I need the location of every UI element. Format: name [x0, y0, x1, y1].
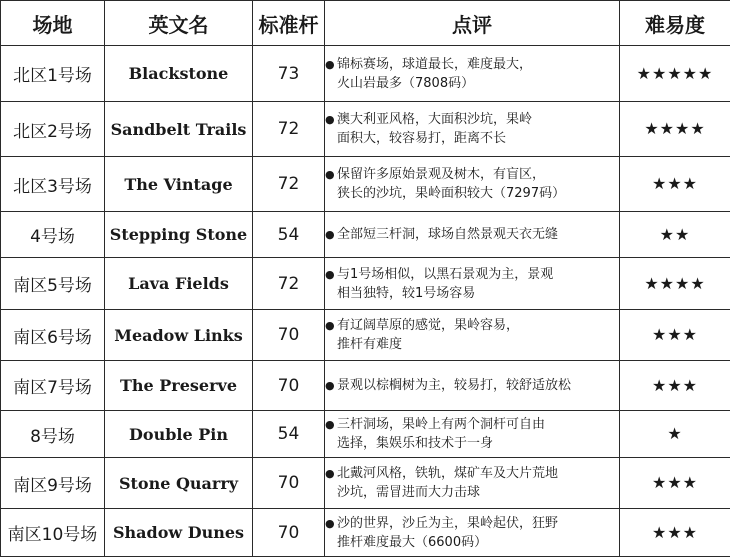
header-par: 标准杆 — [253, 1, 325, 46]
header-venue: 场地 — [1, 1, 105, 46]
review-item — [325, 376, 619, 395]
review-line: 保留许多原始景观及树木，有盲区， — [337, 165, 565, 184]
bullet-icon: ● — [325, 165, 337, 203]
bullet-icon: ● — [325, 110, 337, 148]
par-cell: 54 — [253, 411, 325, 458]
review-item — [325, 415, 619, 453]
review-line: 澳大利亚风格，大面积沙坑，果岭 — [337, 110, 532, 129]
bullet-icon: ● — [325, 514, 337, 552]
review-item — [325, 225, 619, 244]
difficulty-stars-icon: ★★★ — [620, 361, 730, 411]
par-cell: 70 — [253, 361, 325, 411]
english-name-cell: The Vintage — [105, 157, 253, 212]
review-text — [337, 165, 565, 203]
review-line: 相当独特，较1号场容易 — [337, 284, 553, 303]
review-cell — [325, 458, 620, 509]
table-row — [1, 212, 730, 258]
review-text — [337, 514, 558, 552]
review-line: 锦标赛场，球道最长，难度最大， — [337, 55, 532, 74]
par-cell: 54 — [253, 212, 325, 258]
review-cell — [325, 46, 620, 102]
header-review: 点评 — [325, 1, 620, 46]
par-cell: 72 — [253, 258, 325, 310]
review-cell — [325, 509, 620, 557]
difficulty-stars-icon: ★★★★ — [620, 102, 730, 157]
table-header — [1, 1, 730, 46]
english-name-cell: Blackstone — [105, 46, 253, 102]
venue-cell: 南区7号场 — [1, 361, 105, 411]
english-name-cell: Stone Quarry — [105, 458, 253, 509]
venue-cell: 南区9号场 — [1, 458, 105, 509]
english-name-cell: Shadow Dunes — [105, 509, 253, 557]
venue-cell: 8号场 — [1, 411, 105, 458]
difficulty-stars-icon: ★★★ — [620, 310, 730, 361]
bullet-icon: ● — [325, 316, 337, 354]
review-item — [325, 316, 619, 354]
review-line: 景观以棕榈树为主，较易打，较舒适放松 — [337, 376, 571, 395]
bullet-icon: ● — [325, 55, 337, 93]
table-row — [1, 361, 730, 411]
review-cell — [325, 310, 620, 361]
review-cell — [325, 102, 620, 157]
bullet-icon: ● — [325, 225, 337, 244]
review-text — [337, 55, 532, 93]
bullet-icon: ● — [325, 265, 337, 303]
venue-cell: 南区10号场 — [1, 509, 105, 557]
review-line: 沙的世界，沙丘为主，果岭起伏，狂野 — [337, 514, 558, 533]
review-item — [325, 464, 619, 502]
english-name-cell: Lava Fields — [105, 258, 253, 310]
review-cell — [325, 361, 620, 411]
review-text — [337, 110, 532, 148]
venue-cell: 南区5号场 — [1, 258, 105, 310]
difficulty-stars-icon: ★★★ — [620, 509, 730, 557]
par-cell: 70 — [253, 509, 325, 557]
header-row — [1, 1, 730, 46]
review-line: 推杆有难度 — [337, 335, 519, 354]
bullet-icon: ● — [325, 376, 337, 395]
review-cell — [325, 157, 620, 212]
table-row — [1, 46, 730, 102]
bullet-icon: ● — [325, 415, 337, 453]
table-row — [1, 458, 730, 509]
review-line: 北戴河风格，铁轨，煤矿车及大片荒地 — [337, 464, 558, 483]
review-line: 推杆难度最大（6600码） — [337, 533, 558, 552]
table-row — [1, 509, 730, 557]
review-line: 狭长的沙坑，果岭面积较大（7297码） — [337, 184, 565, 203]
review-item — [325, 165, 619, 203]
par-cell: 70 — [253, 310, 325, 361]
review-line: 火山岩最多（7808码） — [337, 74, 532, 93]
table-row — [1, 310, 730, 361]
par-cell: 72 — [253, 102, 325, 157]
review-text — [337, 265, 553, 303]
review-cell — [325, 411, 620, 458]
venue-cell: 南区6号场 — [1, 310, 105, 361]
table-row — [1, 258, 730, 310]
review-line: 三杆洞场，果岭上有两个洞杆可自由 — [337, 415, 545, 434]
review-line: 选择，集娱乐和技术于一身 — [337, 434, 545, 453]
review-line: 全部短三杆洞，球场自然景观天衣无缝 — [337, 225, 558, 244]
table-row — [1, 411, 730, 458]
review-item — [325, 514, 619, 552]
table-row — [1, 157, 730, 212]
review-text — [337, 376, 571, 395]
english-name-cell: Meadow Links — [105, 310, 253, 361]
table-row — [1, 102, 730, 157]
english-name-cell: Double Pin — [105, 411, 253, 458]
review-item — [325, 265, 619, 303]
review-cell — [325, 212, 620, 258]
english-name-cell: The Preserve — [105, 361, 253, 411]
difficulty-stars-icon: ★★ — [620, 212, 730, 258]
difficulty-stars-icon: ★★★ — [620, 458, 730, 509]
header-english-name: 英文名 — [105, 1, 253, 46]
header-difficulty: 难易度 — [620, 1, 730, 46]
review-cell — [325, 258, 620, 310]
venue-cell: 北区2号场 — [1, 102, 105, 157]
english-name-cell: Sandbelt Trails — [105, 102, 253, 157]
difficulty-stars-icon: ★★★★★ — [620, 46, 730, 102]
review-line: 有辽阔草原的感觉，果岭容易， — [337, 316, 519, 335]
venue-cell: 北区1号场 — [1, 46, 105, 102]
review-text — [337, 225, 558, 244]
review-text — [337, 415, 545, 453]
venue-cell: 4号场 — [1, 212, 105, 258]
review-text — [337, 316, 519, 354]
par-cell: 72 — [253, 157, 325, 212]
english-name-cell: Stepping Stone — [105, 212, 253, 258]
venue-cell: 北区3号场 — [1, 157, 105, 212]
review-item — [325, 55, 619, 93]
bullet-icon: ● — [325, 464, 337, 502]
difficulty-stars-icon: ★ — [620, 411, 730, 458]
review-line: 与1号场相似，以黑石景观为主，景观 — [337, 265, 553, 284]
review-line: 沙坑，需冒进而大力击球 — [337, 483, 558, 502]
difficulty-stars-icon: ★★★★ — [620, 258, 730, 310]
par-cell: 73 — [253, 46, 325, 102]
review-item — [325, 110, 619, 148]
difficulty-stars-icon: ★★★ — [620, 157, 730, 212]
review-text — [337, 464, 558, 502]
table-body — [1, 46, 730, 557]
review-line: 面积大，较容易打，距离不长 — [337, 129, 532, 148]
par-cell: 70 — [253, 458, 325, 509]
